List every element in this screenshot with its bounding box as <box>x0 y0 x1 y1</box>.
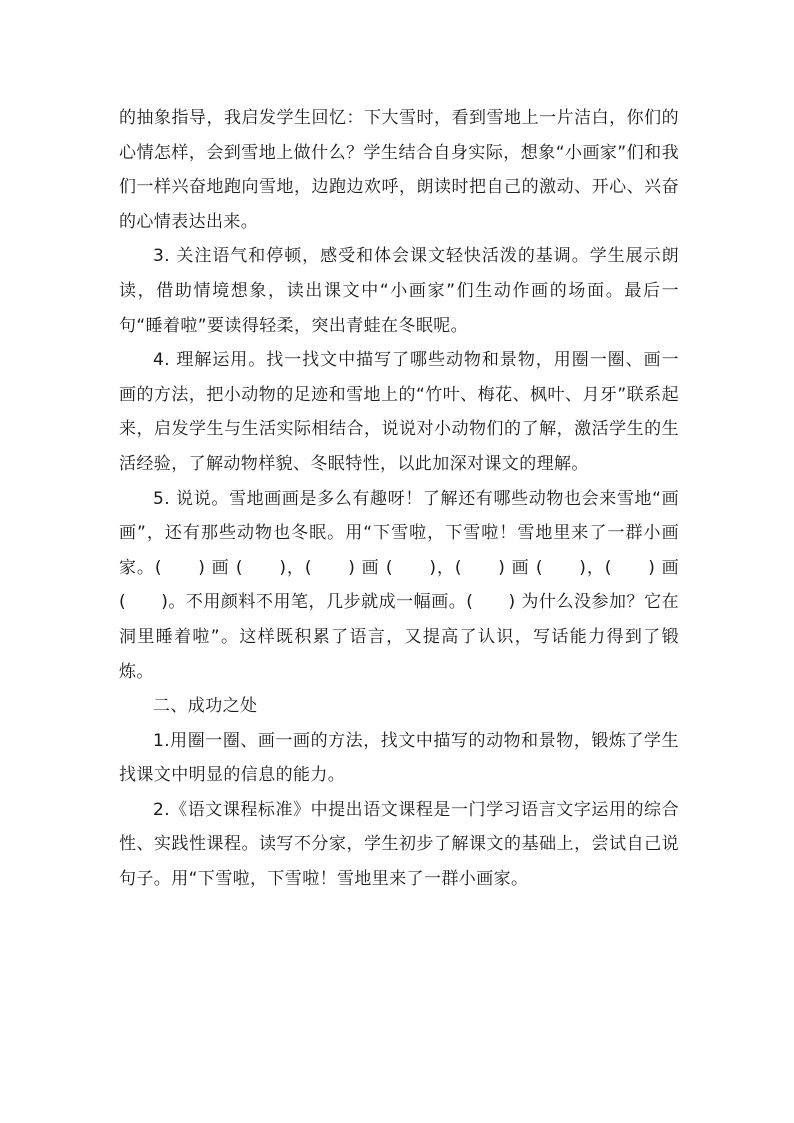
paragraph-item-4: 4. 理解运用。找一找文中描写了哪些动物和景物，用圈一圈、画一画的方法，把小动物的足迹和雪地上的“竹叶、梅花、枫叶、月牙”联系起来，启发学生与生活实际相结合，说说对小动物们的了解，激活学生的生活经验，了解动物样貌、冬眠特性，以此加深对课文的理解。 <box>119 350 679 474</box>
paragraph-item-5: 5. 说说。雪地画画是多么有趣呀！了解还有哪些动物也会来雪地“画画”，还有那些动物也冬眠。用“下雪啦，下雪啦！雪地里来了一群小画家。( ) 画 ( )，( ) 画 ( )，( ) 画 ( )，( ) 画 ( )。不用颜料不用笔，几步就成一幅画。( ) 为什么没参加？它在洞里睡着啦”。这样既积累了语言，又提高了认识，写话能力得到了锻炼。 <box>119 488 679 682</box>
paragraph-success-1: 1.用圈一圈、画一画的方法，找文中描写的动物和景物，锻炼了学生找课文中明显的信息的能力。 <box>119 730 679 786</box>
paragraph-continuation: 的抽象指导，我启发学生回忆：下大雪时，看到雪地上一片洁白，你们的心情怎样，会到雪地上做什么？学生结合自身实际，想象“小画家”们和我们一样兴奋地跑向雪地，边跑边欢呼，朗读时把自己的激动、开心、兴奋的心情表达出来。 <box>119 108 679 232</box>
document-page <box>119 101 679 897</box>
paragraph-success-2: 2.《语文课程标准》中提出语文课程是一门学习语言文字运用的综合性、实践性课程。读写不分家，学生初步了解课文的基础上，尝试自己说句子。用“下雪啦，下雪啦！雪地里来了一群小画家。 <box>119 799 679 890</box>
paragraph-item-3: 3. 关注语气和停顿，感受和体会课文轻快活泼的基调。学生展示朗读，借助情境想象，读出课文中“小画家”们生动作画的场面。最后一句“睡着啦”要读得轻柔，突出青蛙在冬眠呢。 <box>119 246 679 336</box>
section-heading-success: 二、成功之处 <box>153 696 258 717</box>
